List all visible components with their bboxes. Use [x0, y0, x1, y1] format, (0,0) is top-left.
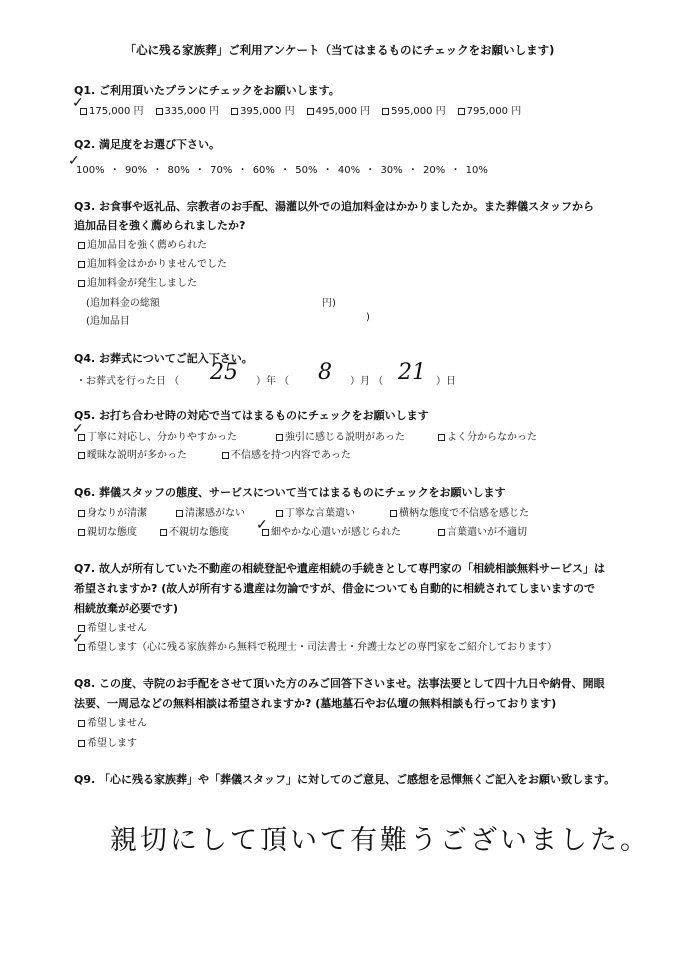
checkbox[interactable]: [78, 720, 85, 727]
q7-line2: 希望されますか? (故人が所有する遺産は勿論ですが、借金についても自動的に相続されてしまいますので: [74, 582, 596, 595]
checkbox[interactable]: [78, 280, 85, 287]
checkbox[interactable]: [438, 434, 445, 441]
q3-option[interactable]: [78, 236, 227, 255]
q6-option-8[interactable]: 言葉遣いが不適切: [438, 523, 527, 538]
q4-day-value[interactable]: 21: [398, 360, 426, 385]
q1-options: [80, 102, 533, 117]
q7-line3: 相続放棄が必要です): [74, 602, 179, 615]
q3-option[interactable]: [78, 274, 227, 293]
q9-question: Q9. 「心に残る家族葬」や「葬儀スタッフ」に対してのご意見、ご感想を忌憚無くご記入をお願い致します。: [74, 773, 616, 786]
q3-option-label: 追加料金が発生しました: [87, 278, 197, 289]
q3-items-close: ): [366, 312, 370, 323]
q4-date-label: ・お葬式を行った日 （: [76, 376, 180, 387]
q6-option-5[interactable]: 親切な態度: [78, 523, 137, 538]
q2-question: Q2. 満足度をお選び下さい。: [74, 138, 221, 151]
q1-option-label: 495,000 円: [315, 106, 371, 117]
q1-option-label: 595,000 円: [391, 106, 446, 117]
q7-check-mark: ✓: [72, 631, 84, 647]
q1-option-label: 395,000 円: [240, 106, 295, 117]
q8-line2: 法要、一周忌などの無料相談は希望されますか? (墓地墓石やお仏壇の無料相談も行っております): [74, 697, 557, 710]
checkbox[interactable]: [78, 510, 85, 517]
q3-items-label: (追加品目: [86, 316, 130, 327]
q1-option[interactable]: [307, 106, 371, 117]
q2-scale[interactable]: 100% ・ 90% ・ 80% ・ 70% ・ 60% ・ 50% ・ 40% ・ 30% ・ 20% ・ 10%: [76, 165, 488, 176]
q6-option-4[interactable]: 横柄な態度で不信感を感じた: [390, 504, 529, 519]
q4-month-unit: ）月 （: [350, 376, 384, 387]
q4-month-value[interactable]: 8: [318, 360, 332, 385]
q1-option[interactable]: [458, 106, 522, 117]
q2-check-mark: ✓: [68, 153, 80, 169]
q1-question: Q1. ご利用頂いたプランにチェックをお願いします。: [74, 84, 340, 97]
q8-option-2[interactable]: 希望します: [78, 734, 137, 749]
checkbox[interactable]: [276, 510, 283, 517]
checkbox[interactable]: [78, 242, 85, 249]
q6-option-7[interactable]: 細やかな心遣いが感じられた: [262, 523, 401, 538]
q6-option-6[interactable]: 不親切な態度: [160, 523, 229, 538]
checkbox[interactable]: [176, 510, 183, 517]
q3-option-label: 追加料金はかかりませんでした: [87, 259, 227, 270]
q3-option-label: 追加品目を強く薦められた: [87, 240, 207, 251]
q5-check-mark: ✓: [72, 421, 84, 437]
q5-option-5[interactable]: 不信感を持つ内容であった: [222, 446, 351, 461]
q9-handwritten-answer[interactable]: 親切にして頂いて有難うございました。: [110, 825, 650, 856]
checkbox[interactable]: [78, 740, 85, 747]
q1-option-label: 175,000 円: [89, 106, 144, 117]
q5-option-2[interactable]: 強引に感じる説明があった: [276, 428, 405, 443]
q5-question: Q5. お打ち合わせ時の対応で当てはまるものにチェックをお願いします: [74, 409, 429, 422]
checkbox[interactable]: [382, 108, 389, 115]
q5-option-1[interactable]: 丁寧に対応し、分かりやすかった: [78, 428, 237, 443]
q6-option-1[interactable]: 身なりが清潔: [78, 504, 147, 519]
checkbox[interactable]: [390, 510, 397, 517]
q4-year-value[interactable]: 25: [210, 360, 238, 385]
q4-question: Q4. お葬式についてご記入下さい。: [74, 352, 253, 365]
q8-option-1[interactable]: 希望しません: [78, 714, 147, 729]
checkbox[interactable]: [231, 108, 238, 115]
q1-option[interactable]: [382, 106, 446, 117]
q1-check-mark: ✓: [72, 95, 84, 111]
checkbox[interactable]: [160, 529, 167, 536]
checkbox[interactable]: [156, 108, 163, 115]
q6-option-2[interactable]: 清潔感がない: [176, 504, 245, 519]
checkbox[interactable]: [307, 108, 314, 115]
survey-title: 「心に残る家族葬」ご利用アンケート（当てはまるものにチェックをお願いします): [124, 43, 555, 57]
q1-option[interactable]: [231, 106, 295, 117]
q1-option[interactable]: [156, 106, 220, 117]
q4-year-unit: ）年 （: [256, 376, 290, 387]
q3-option[interactable]: [78, 255, 227, 274]
q7-option-1[interactable]: 希望しません: [78, 619, 147, 634]
checkbox[interactable]: [222, 452, 229, 459]
q3-question-line1: Q3. お食事や返礼品、宗教者のお手配、湯灌以外での追加料金はかかりましたか。また葬儀スタッフから: [74, 200, 595, 213]
q1-option-label: 795,000 円: [466, 106, 522, 117]
q5-option-4[interactable]: 曖昧な説明が多かった: [78, 446, 187, 461]
q4-day-unit: ）日: [436, 376, 456, 387]
q1-option-label: 335,000 円: [164, 106, 220, 117]
checkbox[interactable]: [458, 108, 465, 115]
q6-question: Q6. 葬儀スタッフの態度、サービスについて当てはまるものにチェックをお願いします: [74, 486, 506, 499]
q7-line1: Q7. 故人が所有していた不動産の相続登記や遺産相続の手続きとして専門家の「相続相談無料サービス」は: [74, 562, 606, 575]
q6-check-mark: ✓: [256, 517, 268, 533]
checkbox[interactable]: [78, 261, 85, 268]
checkbox[interactable]: [78, 529, 85, 536]
q3-options: [78, 236, 227, 293]
q3-question-line2: 追加品目を強く薦められましたか?: [74, 219, 246, 232]
q1-option[interactable]: [80, 106, 144, 117]
checkbox[interactable]: [276, 434, 283, 441]
q8-line1: Q8. この度、寺院のお手配をさせて頂いた方のみご回答下さいませ。法事法要として四十九日や納骨、開眼: [74, 677, 605, 690]
q3-amount-unit: 円): [322, 298, 336, 309]
checkbox[interactable]: [78, 452, 85, 459]
q6-option-3[interactable]: 丁寧な言葉遣い: [276, 504, 355, 519]
q7-option-2[interactable]: 希望します（心に残る家族葬から無料で税理士・司法書士・弁護士などの専門家をご紹介しております）: [78, 638, 557, 653]
q3-amount-label: (追加料金の総額: [86, 298, 160, 309]
q5-option-3[interactable]: よく分からなかった: [438, 428, 537, 443]
checkbox[interactable]: [438, 529, 445, 536]
